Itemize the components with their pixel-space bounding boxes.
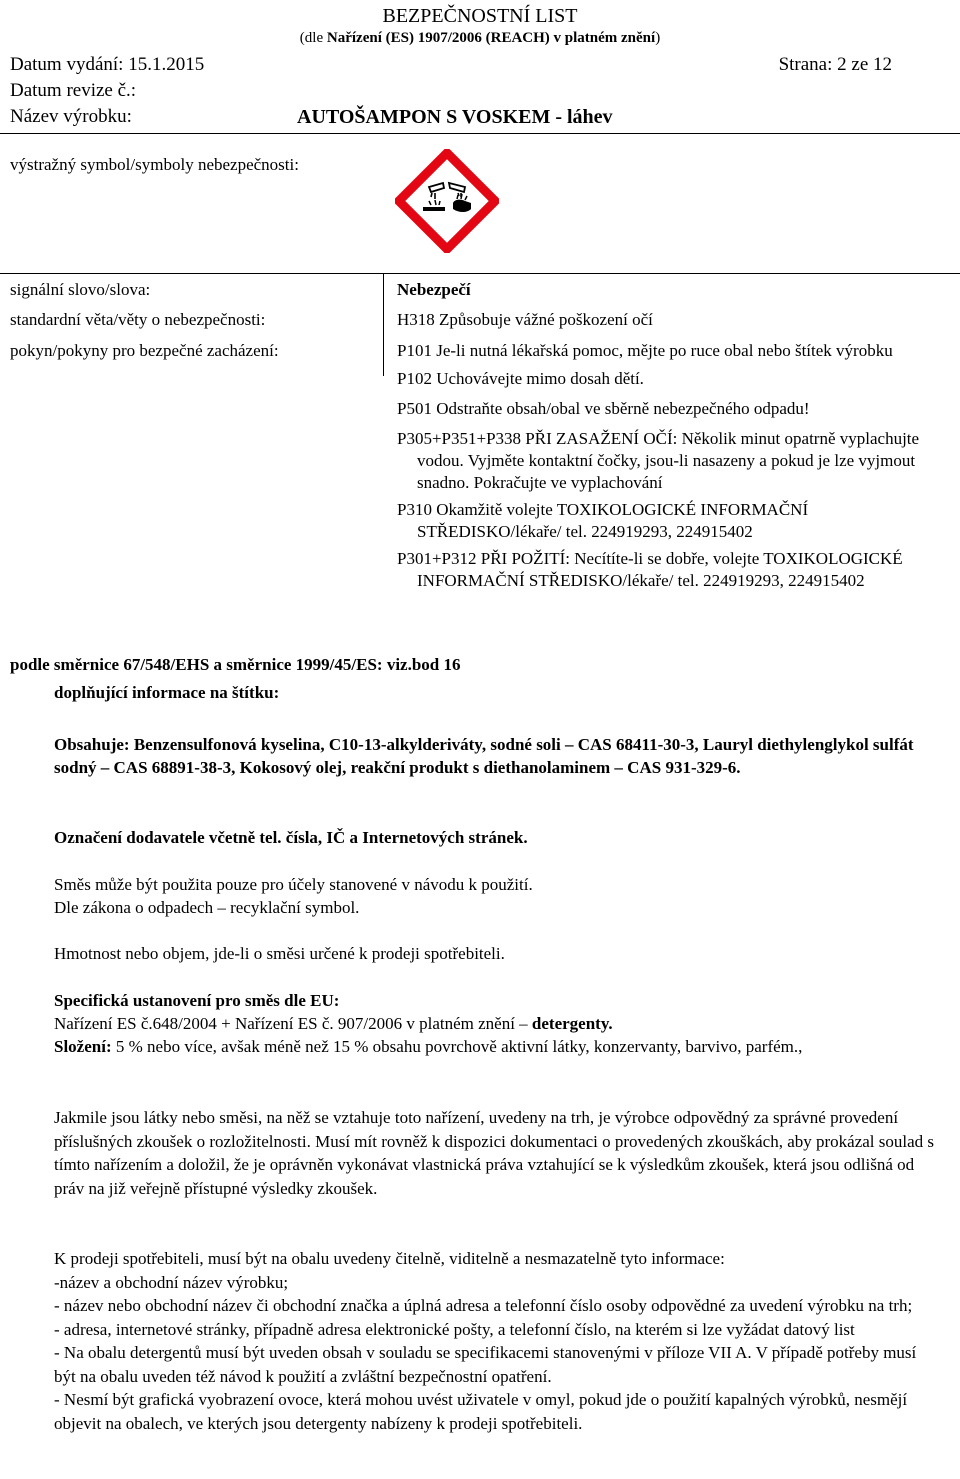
issue-date: Datum vydání: 15.1.2015: [10, 54, 205, 75]
hazard-values: [397, 279, 953, 598]
supplier-marking: Označení dodavatele včetně tel. čísla, IČ a Internetových stránek.: [54, 828, 528, 847]
document-title: BEZPEČNOSTNÍ LIST: [382, 5, 578, 27]
contains-text: Obsahuje: Benzensulfonová kyselina, C10-13-alkylderiváty, sodné soli – CAS 68411-30-3, Lauryl diethylenglykol sulfát sodný – CAS 68891-38-3, Kokosový olej, reakční produkt s diethanolaminem – CAS 931-329-6.: [54, 735, 914, 777]
regulation-text: Jakmile jsou látky nebo směsi, na něž se vztahuje toto nařízení, uvedeny na trh, je výrobce odpovědný za správné provedení příslušných zkoušek o rozložitelnosti. Musí mít rovněž k dispozici dokumentaci o provedených zkouškách, aby prokázal soulad s tímto nařízením a doložil, že je oprávněn vykonávat vlastnická práva vztahující se k výsledkům zkoušek, která jsou odlišná od práv na již veřejně přístupné výsledky zkoušek.: [54, 1108, 935, 1198]
ghs05-corrosion-icon: [395, 149, 499, 253]
consumer-item: - adresa, internetové stránky, případně adresa elektronické pošty, a telefonní číslo, na kterém si lze vyžádat datový list: [54, 1319, 855, 1339]
subtitle-prefix: (dle: [299, 30, 327, 46]
eu-regulation-bold: detergenty.: [531, 1014, 613, 1033]
column-divider: [383, 273, 384, 376]
precautionary-label: pokyn/pokyny pro bezpečné zacházení:: [10, 341, 279, 360]
consumer-item: -název a obchodní název výrobku;: [54, 1272, 289, 1292]
consumer-section: [54, 1247, 934, 1435]
precaution-p310: P310 Okamžitě volejte TOXIKOLOGICKÉ INFORMAČNÍ STŘEDISKO/lékaře/ tel. 224919293, 224915402: [397, 500, 809, 541]
signal-word-value: Nebezpečí: [397, 280, 471, 299]
product-name: AUTOŠAMPON S VOSKEM - láhev: [297, 106, 613, 128]
weight-text: Hmotnost nebo objem, jde-li o směsi určené k prodeji spotřebiteli.: [54, 944, 505, 963]
revision-date: Datum revize č.:: [10, 80, 137, 101]
directive-note: podle směrnice 67/548/EHS a směrnice 1999/45/ES: viz.bod 16: [10, 655, 461, 674]
composition-label: Složení:: [54, 1037, 112, 1056]
consumer-intro: K prodeji spotřebiteli, musí být na obalu uvedeny čitelně, viditelně a nesmazatelně tyto informace:: [54, 1249, 725, 1268]
product-label: Název výrobku:: [10, 106, 132, 127]
eu-section: [54, 989, 934, 1058]
consumer-item: - Nesmí být grafická vyobrazení ovoce, která mohou uvést uživatele v omyl, pokud jde o použití kapalných výrobků, nesmějí objevit na obalech, ve kterých jsou detergenty nabízeny k prodeji spotřebiteli.: [54, 1390, 908, 1433]
weight-paragraph: [54, 942, 934, 965]
consumer-item: - Na obalu detergentů musí být uveden obsah v souladu se specifikacemi stanovenými v příloze VII A. V případě potřeby musí být na obalu uveden též návod k použití a zvláštní bezpečnostní opatření.: [54, 1343, 917, 1386]
precaution-p501: P501 Odstraňte obsah/obal ve sběrně nebezpečného odpadu!: [397, 399, 810, 418]
precaution-p305: P305+P351+P338 PŘI ZASAŽENÍ OČÍ: Několik minut opatrně vyplachujte vodou. Vyjměte kontaktní čočky, jsou-li nasazeny a pokud je lze vyjmout snadno. Pokračujte ve vyplachování: [397, 429, 920, 492]
hazard-statements-label: standardní věta/věty o nebezpečnosti:: [10, 310, 266, 329]
precaution-p301: P301+P312 PŘI POŽITÍ: Necítíte-li se dobře, volejte TOXIKOLOGICKÉ INFORMAČNÍ STŘEDISKO/lékaře/ tel. 224919293, 224915402: [397, 549, 903, 590]
h318-statement: H318 Způsobuje vážné poškození očí: [397, 310, 653, 329]
supplier-paragraph: [54, 826, 934, 849]
section-divider: [0, 273, 960, 274]
subtitle-suffix: ): [655, 30, 661, 46]
page-number: Strana: 2 ze 12: [778, 54, 892, 75]
usage-paragraph: [54, 873, 934, 919]
usage-line-2: Dle zákona o odpadech – recyklační symbol.: [54, 898, 360, 917]
eu-regulation-prefix: Nařízení ES č.648/2004 + Nařízení ES č. 907/2006 v platném znění –: [54, 1014, 532, 1033]
contains-paragraph: [54, 733, 934, 779]
document-subtitle: [0, 29, 960, 47]
composition: [54, 1035, 934, 1058]
regulation-paragraph: [54, 1106, 934, 1200]
usage-line-1: Směs může být použita pouze pro účely stanovené v návodu k použití.: [54, 875, 533, 894]
signal-word-label: signální slovo/slova:: [10, 280, 151, 299]
eu-regulation: [54, 1012, 934, 1035]
composition-text: 5 % nebo více, avšak méně než 15 % obsahu povrchově aktivní látky, konzervanty, barvivo, parfém.,: [111, 1037, 803, 1056]
eu-heading: Specifická ustanovení pro směs dle EU:: [54, 991, 340, 1010]
precaution-p102: P102 Uchovávejte mimo dosah dětí.: [397, 369, 644, 388]
header-divider: [0, 133, 960, 134]
subtitle-regulation: Nařízení (ES) 1907/2006 (REACH) v platném znění: [326, 30, 656, 46]
hazard-symbols-label: výstražný symbol/symboly nebezpečnosti:: [10, 155, 299, 174]
supplementary-label: doplňující informace na štítku:: [54, 683, 280, 702]
precaution-p101: P101 Je-li nutná lékařská pomoc, mějte po ruce obal nebo štítek výrobku: [397, 341, 893, 360]
consumer-item: - název nebo obchodní název či obchodní značka a úplná adresa a telefonní číslo osoby odpovědné za uvedení výrobku na trh;: [54, 1296, 913, 1315]
